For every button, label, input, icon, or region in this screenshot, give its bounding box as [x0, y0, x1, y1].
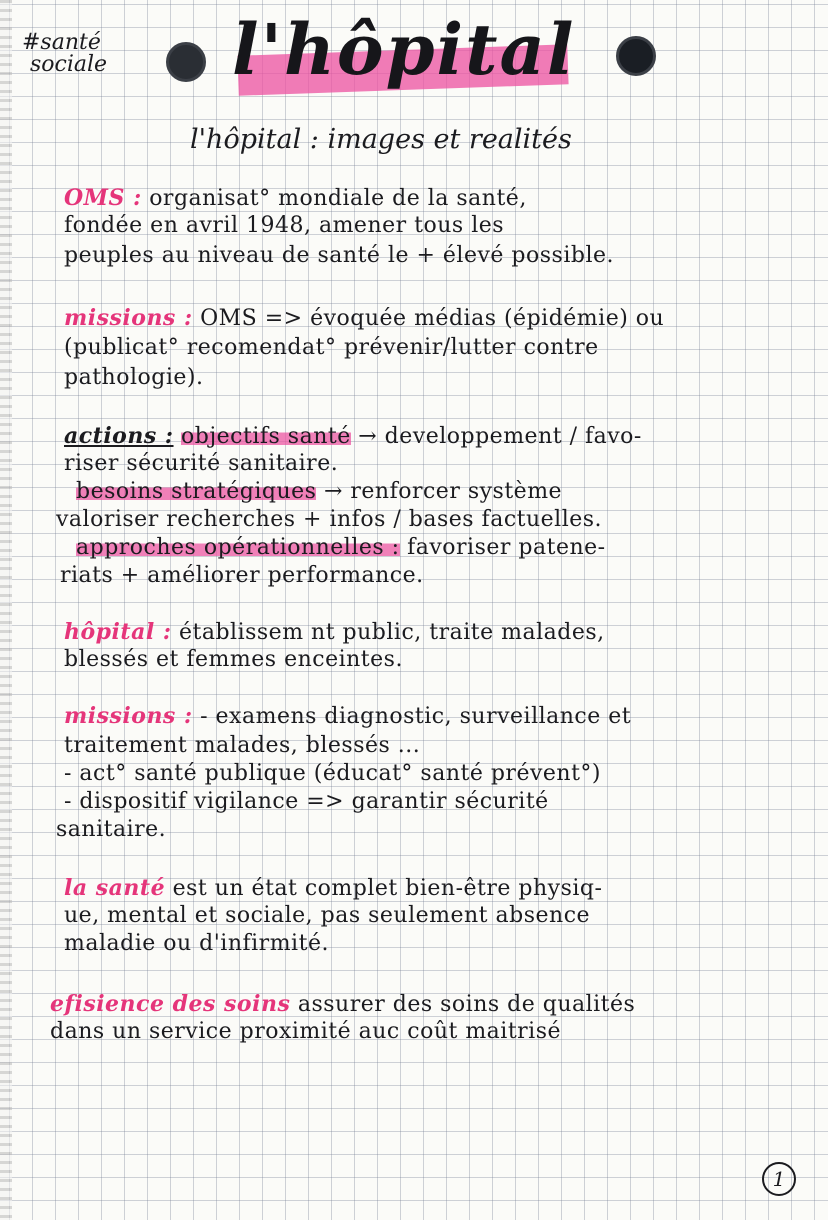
missions1-line-1: missions : OMS => évoquée médias (épidémie) ou [64, 305, 665, 331]
oms-line-2: fondée en avril 1948, amener tous les [64, 213, 505, 238]
punch-hole-right [616, 36, 656, 76]
hashtag-line-1: #santé [22, 30, 101, 55]
page-number: 1 [762, 1162, 796, 1196]
keyword-missions: missions : [64, 305, 193, 331]
highlight-besoins: besoins stratégiques [76, 479, 317, 504]
keyword-missions-2: missions : [64, 703, 193, 729]
missions2-line-1: missions : - examens diagnostic, surveillance et [64, 703, 632, 729]
sante-line-2: ue, mental et sociale, pas seulement absence [64, 903, 591, 928]
actions-line-2: riser sécurité sanitaire. [64, 451, 339, 476]
page-title: l'hôpital [232, 8, 575, 91]
actions-line-3: besoins stratégiques → renforcer système [76, 479, 563, 504]
sante-line-3: maladie ou d'infirmité. [64, 931, 329, 956]
sante-line-1: la santé est un état complet bien-être physiq- [64, 875, 603, 901]
page-subtitle: l'hôpital : images et realités [190, 124, 572, 155]
actions-line-1: actions : objectifs santé → developpement / favo- [64, 423, 642, 449]
notebook-binding [0, 0, 12, 1220]
actions-line-4: valoriser recherches + infos / bases factuelles. [56, 507, 603, 532]
keyword-efficience: efisience des soins [50, 991, 291, 1017]
missions1-line-2: (publicat° recomendat° prévenir/lutter contre [64, 335, 599, 360]
highlight-objectifs: objectifs santé [181, 424, 351, 449]
hopital-line-1: hôpital : établissem nt public, traite malades, [64, 619, 605, 645]
oms-line-3: peuples au niveau de santé le + élevé possible. [64, 243, 614, 268]
actions-line-5: approches opérationnelles : favoriser patene- [76, 535, 606, 560]
highlight-approches: approches opérationnelles : [76, 535, 400, 560]
missions2-line-4: - dispositif vigilance => garantir sécurité [64, 789, 549, 814]
keyword-actions: actions : [64, 423, 174, 449]
efficience-line-2: dans un service proximité auc coût maitrisé [50, 1019, 562, 1044]
hashtag-line-2: sociale [30, 52, 108, 77]
punch-hole-left [166, 42, 206, 82]
keyword-hopital: hôpital : [64, 619, 172, 645]
actions-line-6: riats + améliorer performance. [60, 563, 424, 588]
missions2-line-2: traitement malades, blessés ... [64, 733, 421, 758]
hashtag-label [22, 32, 107, 76]
keyword-oms: OMS : [64, 185, 142, 211]
hopital-line-2: blessés et femmes enceintes. [64, 647, 403, 672]
oms-line-1: OMS : organisat° mondiale de la santé, [64, 185, 527, 211]
keyword-sante: la santé [64, 875, 166, 901]
efficience-line-1: efisience des soins assurer des soins de qualités [50, 991, 636, 1017]
missions2-line-5: sanitaire. [56, 817, 167, 842]
missions1-line-3: pathologie). [64, 365, 204, 390]
missions2-line-3: - act° santé publique (éducat° santé prévent°) [64, 761, 602, 786]
